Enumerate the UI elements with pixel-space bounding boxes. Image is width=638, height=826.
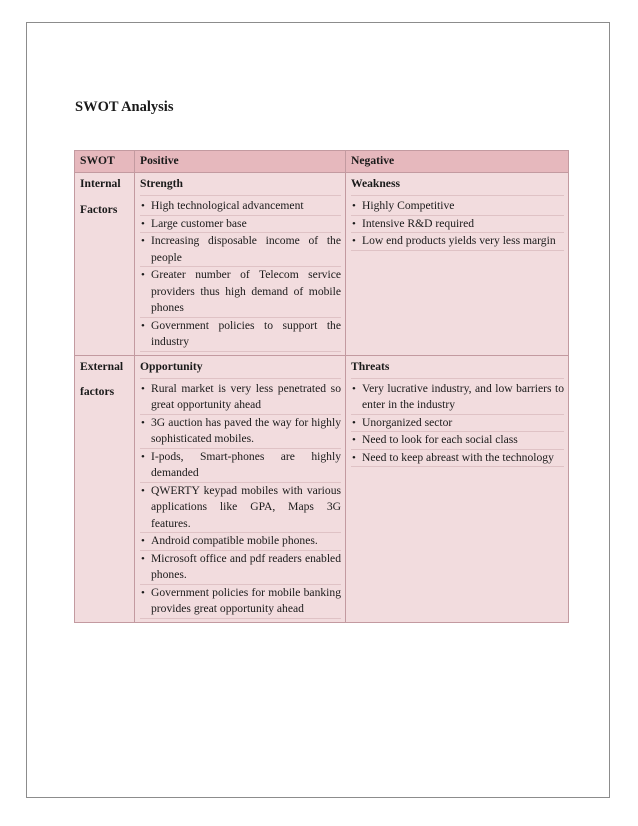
strength-title: Strength [140,176,341,196]
list-item: • Microsoft office and pdf readers enabled phones. [140,551,341,585]
threats-list [351,381,564,468]
list-item: • Need to look for each social class [351,432,564,450]
threats-cell [346,355,569,622]
list-item: • Intensive R&D required [351,216,564,234]
list-item: • Unorganized sector [351,415,564,433]
threats-title: Threats [351,359,564,379]
table-row-external [75,355,569,622]
list-item: • Greater number of Telecom service providers thus high demand of mobile phones [140,267,341,318]
header-positive: Positive [135,151,346,173]
row-label-line2: factors [80,385,115,398]
list-item: • 3G auction has paved the way for highly sophisticated mobiles. [140,415,341,449]
weakness-list [351,198,564,251]
row-label-external [75,355,135,622]
list-item: • Rural market is very less penetrated so great opportunity ahead [140,381,341,415]
list-item: • High technological advancement [140,198,341,216]
list-item: • Large customer base [140,216,341,234]
opportunity-cell [135,355,346,622]
list-item: • Increasing disposable income of the people [140,233,341,267]
list-item: • Highly Competitive [351,198,564,216]
list-item: • Government policies for mobile banking provides great opportunity ahead [140,585,341,619]
list-item: • I-pods, Smart-phones are highly demanded [140,449,341,483]
header-swot: SWOT [75,151,135,173]
list-item: • QWERTY keypad mobiles with various applications like GPA, Maps 3G features. [140,483,341,534]
table-row-internal [75,173,569,356]
list-item: • Low end products yields very less margin [351,233,564,251]
opportunity-title: Opportunity [140,359,341,379]
list-item: • Very lucrative industry, and low barriers to enter in the industry [351,381,564,415]
strength-cell [135,173,346,356]
opportunity-list [140,381,341,619]
header-negative: Negative [346,151,569,173]
weakness-cell [346,173,569,356]
swot-table [74,150,569,623]
list-item: • Android compatible mobile phones. [140,533,341,551]
document-title: SWOT Analysis [75,99,174,115]
strength-list [140,198,341,352]
list-item: • Need to keep abreast with the technology [351,450,564,468]
row-label-line1: Internal [80,177,121,190]
list-item: • Government policies to support the industry [140,318,341,352]
row-label-line1: External [80,359,124,373]
row-label-internal [75,173,135,356]
weakness-title: Weakness [351,176,564,196]
table-header-row [75,151,569,173]
row-label-line2: Factors [80,202,118,216]
